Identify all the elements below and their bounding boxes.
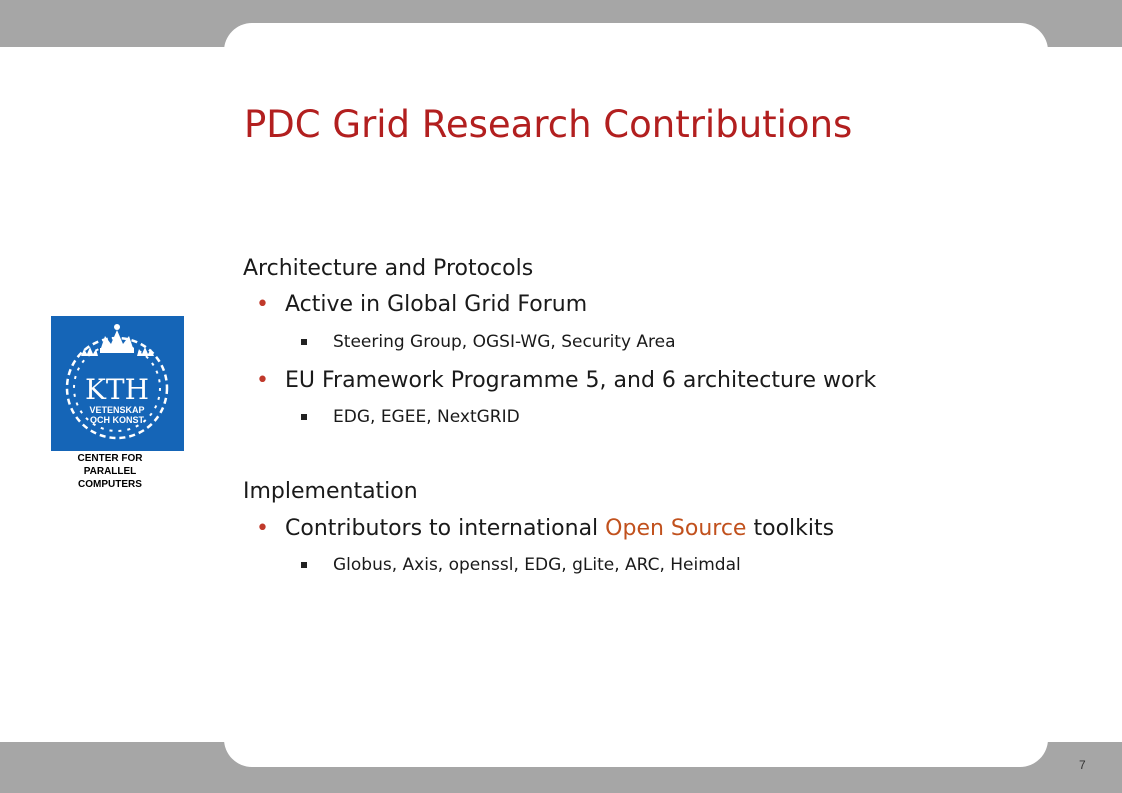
logo-main-text: KTH (84, 373, 150, 406)
bullet-icon: • (256, 516, 269, 541)
department-label: CENTER FOR PARALLEL COMPUTERS (77, 453, 143, 490)
section-heading-architecture: Architecture and Protocols (243, 256, 534, 281)
section-heading-implementation: Implementation (243, 479, 418, 504)
square-bullet-icon (301, 414, 307, 420)
page-number: 7 (1079, 758, 1086, 772)
bullet-icon: • (256, 292, 269, 317)
bullet-icon: • (256, 368, 269, 393)
list-item-text: toolkits (746, 516, 835, 541)
logo-sub-text-2: OCH KONST (90, 415, 144, 425)
list-item: Active in Global Grid Forum (285, 292, 588, 317)
list-item-text: Contributors to international (285, 516, 606, 541)
sub-list-item: Globus, Axis, openssl, EDG, gLite, ARC, Heimdal (333, 555, 741, 575)
square-bullet-icon (301, 562, 307, 568)
logo-sub-text-1: VETENSKAP (89, 405, 145, 415)
slide-title: PDC Grid Research Contributions (244, 103, 853, 146)
open-source-highlight: Open Source (605, 516, 747, 541)
list-item: EU Framework Programme 5, and 6 architecture work (285, 368, 877, 393)
sub-list-item: EDG, EGEE, NextGRID (333, 407, 520, 427)
list-item (285, 516, 834, 541)
square-bullet-icon (301, 339, 307, 345)
sub-list-item: Steering Group, OGSI-WG, Security Area (333, 332, 676, 352)
